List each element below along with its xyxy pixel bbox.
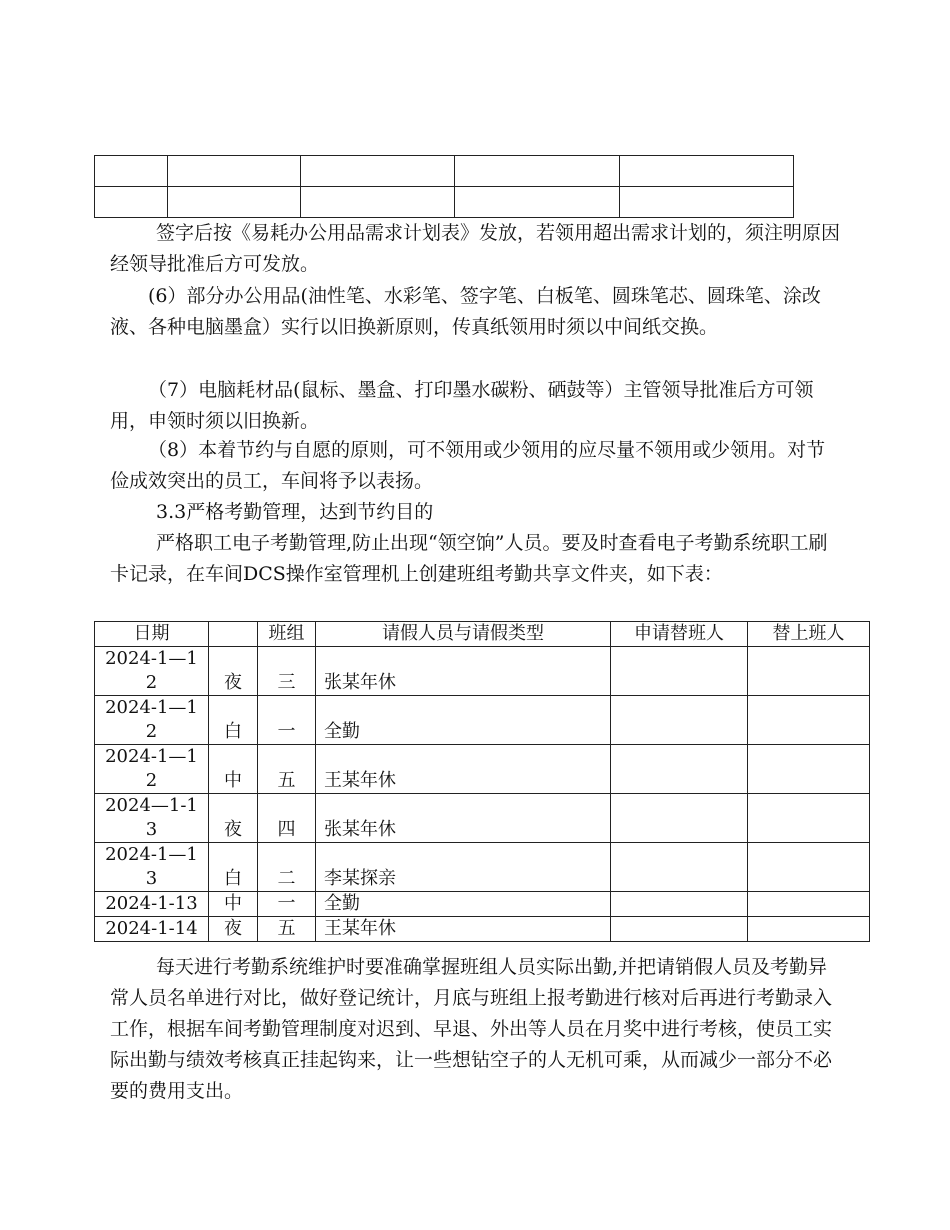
header-shift — [209, 622, 258, 647]
leave-cell: 李某探亲 — [316, 843, 611, 892]
team-cell: 五 — [258, 745, 316, 794]
actual-substitute-cell — [748, 843, 870, 892]
team-cell: 二 — [258, 843, 316, 892]
header-team: 班组 — [258, 622, 316, 647]
table-cell — [168, 187, 301, 218]
leave-cell: 张某年休 — [316, 794, 611, 843]
table-cell — [620, 156, 794, 187]
applied-substitute-cell — [611, 917, 748, 942]
actual-substitute-cell — [748, 696, 870, 745]
team-cell: 三 — [258, 647, 316, 696]
empty-table — [94, 155, 794, 218]
team-cell: 一 — [258, 892, 316, 917]
leave-cell: 王某年休 — [316, 917, 611, 942]
date-cell: 2024—1-1 3 — [95, 794, 209, 843]
date-cell: 2024-1—1 2 — [95, 696, 209, 745]
header-actual-substitute: 替上班人 — [748, 622, 870, 647]
leave-cell: 全勤 — [316, 696, 611, 745]
shift-cell: 白 — [209, 696, 258, 745]
table-row — [95, 843, 870, 892]
applied-substitute-cell — [611, 647, 748, 696]
paragraph-attendance-intro: 严格职工电子考勤管理,防止出现“领空饷”人员。要及时查看电子考勤系统职工刷卡记录，在车间DCS操作室管理机上创建班组考勤共享文件夹，如下表： — [110, 532, 828, 585]
paragraph-attendance-maintenance: 每天进行考勤系统维护时要准确掌握班组人员实际出勤,并把请销假人员及考勤异常人员名单进行对比，做好登记统计，月底与班组上报考勤进行核对后再进行考勤录入工作，根据车间考勤管理制度对迟到、早退、外出等人员在月奖中进行考核，使员工实际出勤与绩效考核真正挂起钩来，让一些想钻空子的人无机可乘，从而减少一部分不必要的费用支出。 — [110, 956, 833, 1102]
table-cell — [620, 187, 794, 218]
actual-substitute-cell — [748, 745, 870, 794]
table-row — [95, 187, 794, 218]
table-row — [95, 647, 870, 696]
team-cell: 五 — [258, 917, 316, 942]
table-cell — [95, 187, 168, 218]
table-row — [95, 794, 870, 843]
table-row — [95, 156, 794, 187]
shift-cell: 夜 — [209, 647, 258, 696]
table-row — [95, 745, 870, 794]
table-cell — [455, 187, 620, 218]
actual-substitute-cell — [748, 892, 870, 917]
team-cell: 四 — [258, 794, 316, 843]
header-applied-substitute: 申请替班人 — [611, 622, 748, 647]
shift-cell: 夜 — [209, 917, 258, 942]
table-cell — [301, 156, 455, 187]
date-cell: 2024-1—1 2 — [95, 745, 209, 794]
header-leave: 请假人员与请假类型 — [316, 622, 611, 647]
applied-substitute-cell — [611, 892, 748, 917]
applied-substitute-cell — [611, 745, 748, 794]
date-cell: 2024-1—1 2 — [95, 647, 209, 696]
header-date: 日期 — [95, 622, 209, 647]
leave-cell: 全勤 — [316, 892, 611, 917]
shift-cell: 中 — [209, 892, 258, 917]
attendance-table — [94, 621, 870, 942]
paragraph-item-8: （8）本着节约与自愿的原则，可不领用或少领用的应尽量不领用或少领用。对节俭成效突出的员工，车间将予以表扬。 — [110, 439, 826, 492]
date-cell: 2024-1-14 — [95, 917, 209, 942]
table-cell — [95, 156, 168, 187]
paragraph-item-7: （7）电脑耗材品(鼠标、墨盒、打印墨水碳粉、硒鼓等）主管领导批准后方可领用，申领时须以旧换新。 — [110, 379, 814, 432]
section-heading: 3.3严格考勤管理，达到节约目的 — [156, 501, 434, 523]
leave-cell: 王某年休 — [316, 745, 611, 794]
actual-substitute-cell — [748, 794, 870, 843]
date-cell: 2024-1-13 — [95, 892, 209, 917]
table-row — [95, 696, 870, 745]
actual-substitute-cell — [748, 917, 870, 942]
actual-substitute-cell — [748, 647, 870, 696]
leave-cell: 张某年休 — [316, 647, 611, 696]
applied-substitute-cell — [611, 696, 748, 745]
shift-cell: 白 — [209, 843, 258, 892]
date-cell: 2024-1—1 3 — [95, 843, 209, 892]
table-cell — [301, 187, 455, 218]
table-cell — [455, 156, 620, 187]
applied-substitute-cell — [611, 843, 748, 892]
table-header-row — [95, 622, 870, 647]
paragraph-issue-rule: 签字后按《易耗办公用品需求计划表》发放，若领用超出需求计划的，须注明原因经领导批准后方可发放。 — [110, 222, 841, 275]
applied-substitute-cell — [611, 794, 748, 843]
table-row — [95, 892, 870, 917]
shift-cell: 中 — [209, 745, 258, 794]
table-cell — [168, 156, 301, 187]
team-cell: 一 — [258, 696, 316, 745]
paragraph-item-6: (6）部分办公用品(油性笔、水彩笔、签字笔、白板笔、圆珠笔芯、圆珠笔、涂改液、各种电脑墨盒）实行以旧换新原则，传真纸领用时须以中间纸交换。 — [110, 285, 821, 338]
table-row — [95, 917, 870, 942]
shift-cell: 夜 — [209, 794, 258, 843]
